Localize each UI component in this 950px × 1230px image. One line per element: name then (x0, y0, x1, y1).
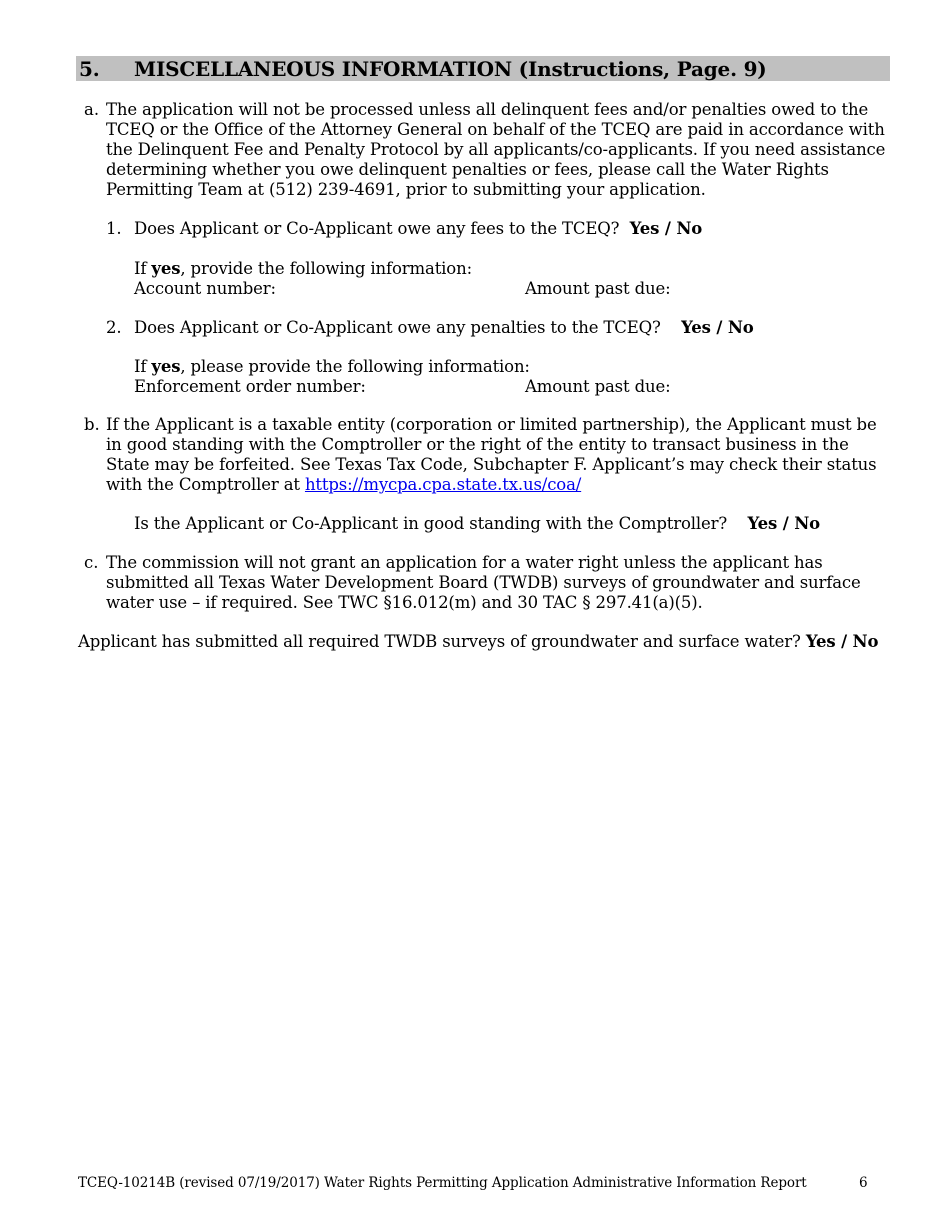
question-1-answer[interactable]: Yes / No (629, 219, 703, 238)
question-2-instruction: If yes, please provide the following information: (134, 357, 530, 376)
twdb-survey-answer[interactable]: Yes / No (805, 632, 879, 651)
amount-past-due-label-2: Amount past due: (525, 377, 671, 396)
question-2-text: Does Applicant or Co-Applicant owe any penalties to the TCEQ? (134, 318, 661, 337)
page-number: 6 (859, 1175, 868, 1191)
good-standing-answer[interactable]: Yes / No (747, 514, 820, 533)
item-b-letter: b. (84, 415, 100, 434)
item-c-letter: c. (84, 553, 99, 572)
enforcement-order-label: Enforcement order number: (134, 377, 366, 396)
section-header (76, 56, 890, 81)
section-title: MISCELLANEOUS INFORMATION (Instructions, Page. 9) (134, 57, 767, 81)
twdb-survey-question: Applicant has submitted all required TWDB surveys of groundwater and surface water? Yes / No (78, 632, 879, 651)
question-2-number: 2. (106, 318, 122, 337)
question-1-number: 1. (106, 219, 122, 238)
item-a (76, 100, 892, 200)
item-b-text: If the Applicant is a taxable entity (corporation or limited partnership), the Applicant must be in good standing with the Comptroller or the right of the entity to transact business in the State may be forfeited. See Texas Tax Code, Subchapter F. Applicant’s may check their status with the Comptroller at (106, 415, 877, 494)
question-1-instruction: If yes, provide the following information: (134, 259, 472, 278)
item-a-text: The application will not be processed unless all delinquent fees and/or penalties owed to the TCEQ or the Office of the Attorney General on behalf of the TCEQ are paid in accordance with the Delinquent Fee and Penalty Protocol by all applicants/co-applicants. If you need assistance determining whether you owe delinquent penalties or fees, please call the Water Rights Permitting Team at (512) 239-4691, prior to submitting your application. (106, 100, 886, 199)
item-a-letter: a. (84, 100, 100, 119)
item-c (76, 553, 892, 613)
item-b (76, 415, 892, 495)
section-number: 5. (79, 57, 100, 81)
amount-past-due-label-1: Amount past due: (525, 279, 671, 298)
footer-text: TCEQ-10214B (revised 07/19/2017) Water Rights Permitting Application Administrative Information Report (78, 1175, 807, 1191)
item-c-text: The commission will not grant an application for a water right unless the applicant has submitted all Texas Water Development Board (TWDB) surveys of groundwater and surface water use – if required. See TWC §16.012(m) and 30 TAC § 297.41(a)(5). (106, 553, 861, 612)
good-standing-question: Is the Applicant or Co-Applicant in good standing with the Comptroller? Yes / No (134, 514, 820, 533)
question-2-answer[interactable]: Yes / No (681, 318, 754, 337)
account-number-label: Account number: (134, 279, 276, 298)
question-1-text: Does Applicant or Co-Applicant owe any fees to the TCEQ? (134, 219, 620, 238)
comptroller-link[interactable]: https://mycpa.cpa.state.tx.us/coa/ (304, 475, 582, 494)
